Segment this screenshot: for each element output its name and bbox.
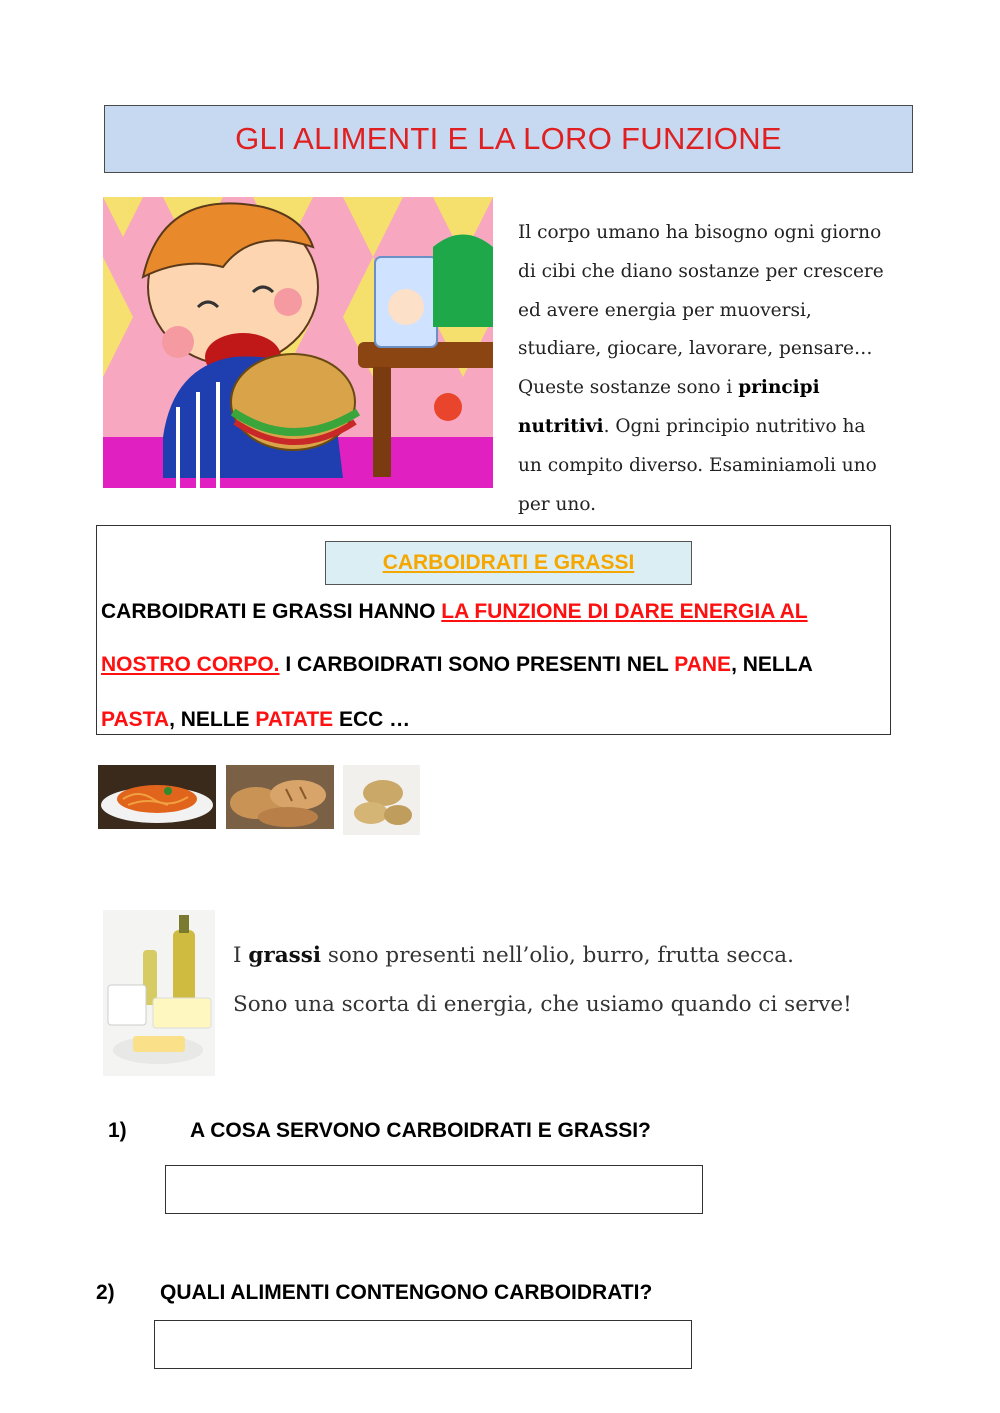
carbohydrates-heading: CARBOIDRATI E GRASSI — [382, 551, 635, 574]
fats-line-2: Sono una scorta di energia, che usiamo quando ci serve! — [233, 992, 852, 1017]
carb-food-bread: PANE — [674, 653, 732, 676]
fats-image — [103, 910, 215, 1076]
intro-line: Il corpo umano ha bisogno ogni giorno — [518, 222, 882, 243]
carbohydrates-heading-box — [325, 541, 692, 585]
carb-text: CARBOIDRATI E GRASSI HANNO — [101, 600, 442, 623]
pasta-image — [98, 765, 216, 829]
carb-line-2 — [101, 653, 813, 677]
carb-line-1 — [101, 600, 808, 624]
child-eating-illustration — [103, 197, 493, 488]
fats-text: I — [233, 943, 249, 968]
fats-line-1 — [233, 943, 794, 968]
fats-text: sono presenti nell’olio, burro, frutta secca. — [321, 943, 794, 968]
intro-line: studiare, giocare, lavorare, pensare… — [518, 338, 873, 360]
carb-food-pasta: PASTA — [101, 708, 170, 731]
carb-highlight: NOSTRO CORPO. — [101, 653, 280, 676]
question-2-text: QUALI ALIMENTI CONTENGONO CARBOIDRATI? — [160, 1281, 653, 1304]
intro-line: per uno. — [518, 493, 597, 515]
fats-bold: grassi — [248, 943, 321, 968]
potatoes-image — [343, 765, 420, 835]
carb-text: , NELLE — [169, 708, 256, 731]
carb-text: , NELLA — [731, 653, 813, 676]
carb-food-potatoes: PATATE — [255, 708, 334, 731]
carb-text: I CARBOIDRATI SONO PRESENTI NEL — [279, 653, 675, 676]
title-banner — [104, 105, 913, 173]
intro-bold: principi — [738, 377, 820, 399]
intro-bold: nutritivi — [518, 415, 604, 437]
intro-line: ed avere energia per muoversi, — [518, 299, 812, 321]
intro-line: di cibi che diano sostanze per crescere — [518, 260, 884, 282]
answer-2-field[interactable] — [154, 1320, 692, 1369]
intro-text: . Ogni principio nutritivo ha — [603, 415, 866, 437]
intro-text: Queste sostanze sono i — [518, 377, 739, 399]
intro-line — [518, 408, 918, 447]
bread-image — [226, 765, 334, 829]
carb-line-3 — [101, 708, 410, 732]
question-1-text: A COSA SERVONO CARBOIDRATI E GRASSI? — [190, 1119, 651, 1142]
question-1-number: 1) — [108, 1119, 127, 1142]
page-title: GLI ALIMENTI E LA LORO FUNZIONE — [235, 121, 782, 156]
intro-paragraph — [518, 214, 918, 524]
carb-text: ECC … — [333, 708, 411, 731]
carb-highlight: LA FUNZIONE DI DARE ENERGIA AL — [441, 600, 808, 623]
intro-line: un compito diverso. Esaminiamoli uno — [518, 454, 877, 476]
answer-1-field[interactable] — [165, 1165, 703, 1214]
intro-line — [518, 369, 918, 408]
question-2-number: 2) — [96, 1281, 115, 1304]
